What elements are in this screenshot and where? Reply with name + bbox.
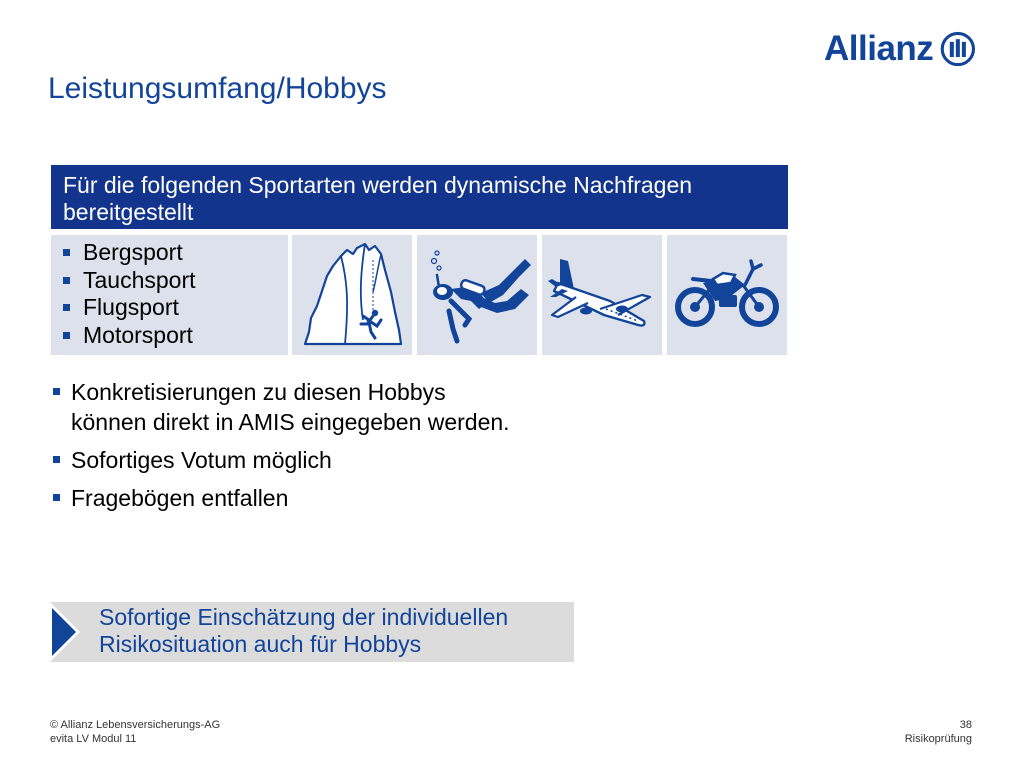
sports-box-header: Für die folgenden Sportarten werden dynamische Nachfragen bereitgestellt [51,165,788,229]
airplane-icon [546,245,658,345]
allianz-logo [824,28,976,70]
footer-left [50,718,220,746]
conclusion-box [50,602,574,662]
allianz-logo-icon [940,30,976,68]
list-item [52,377,652,437]
page-title: Leistungsumfang/Hobbys [48,72,387,105]
flying-tile [542,235,662,355]
bullet-line: Fragebögen entfallen [71,485,289,511]
climbing-tile [292,235,412,355]
list-item [52,483,652,513]
module-text: evita LV Modul 11 [50,733,137,745]
list-item: Flugsport [63,294,288,322]
motorsport-tile [667,235,787,355]
motorcycle-icon [673,255,781,335]
bullet-line: Konkretisierungen zu diesen Hobbys [71,379,446,405]
sports-list [63,239,288,349]
footer-right [905,718,972,746]
logo-text: Allianz [824,29,934,68]
list-item: Motorsport [63,322,288,350]
climber-icon [297,240,407,350]
list-item: Tauchsport [63,267,288,295]
diver-icon [421,245,533,345]
diving-tile [417,235,537,355]
page-number: 38 [959,719,972,731]
bullet-line: können direkt in AMIS eingegeben werden. [71,409,510,435]
section-text: Risikoprüfung [904,733,972,745]
conclusion-line: Risikosituation auch für Hobbys [99,631,422,657]
list-item: Bergsport [63,239,288,267]
chevron-right-icon [50,602,80,662]
bullet-line: Sofortiges Votum möglich [71,447,332,473]
list-item [52,445,652,475]
copyright-text: © Allianz Lebensversicherungs-AG [50,719,221,731]
conclusion-line: Sofortige Einschätzung der individuellen [99,604,509,630]
sports-list-tile [51,235,288,355]
conclusion-text [99,604,508,658]
benefits-list [52,377,652,521]
